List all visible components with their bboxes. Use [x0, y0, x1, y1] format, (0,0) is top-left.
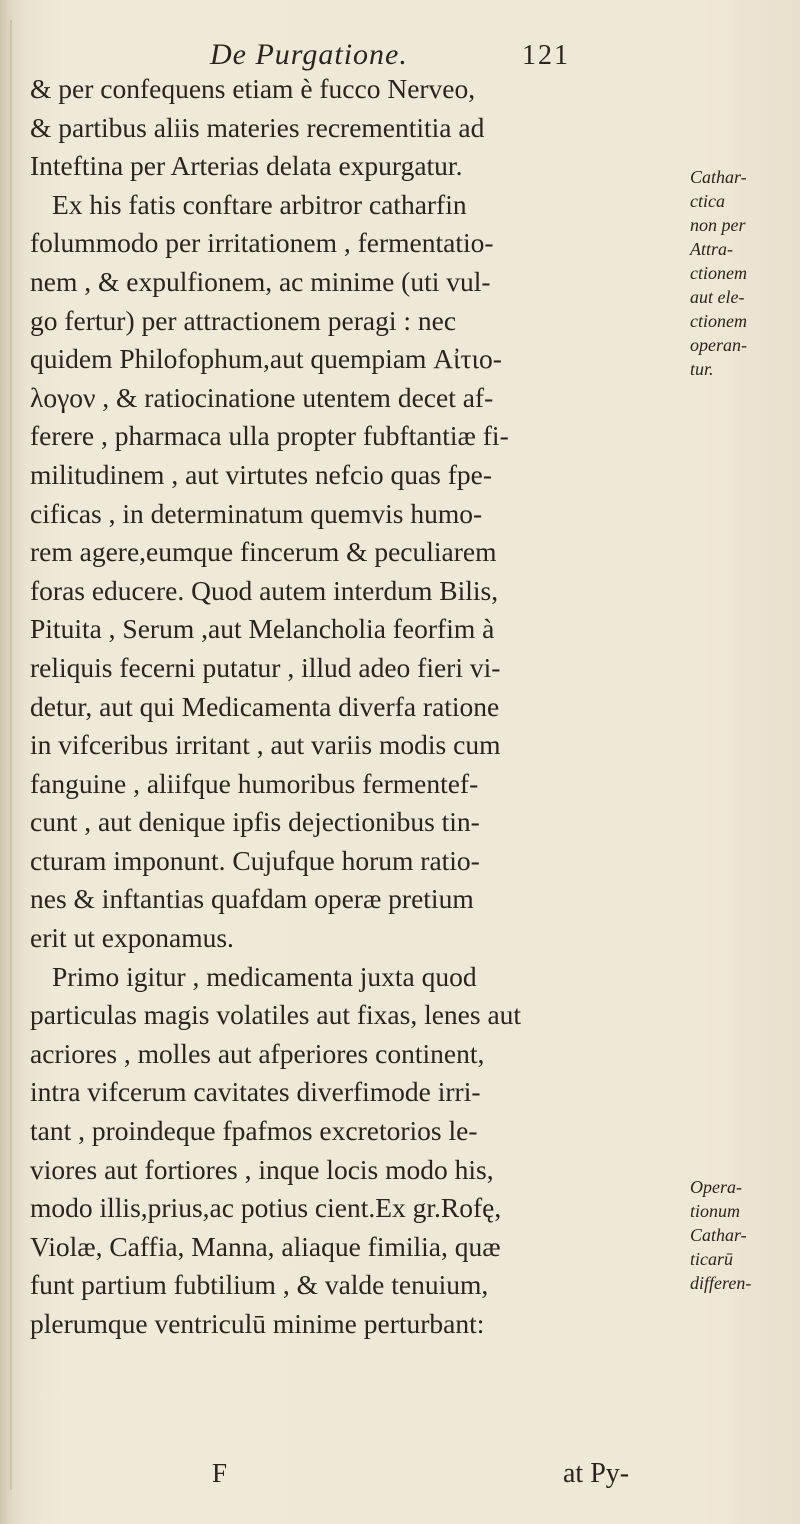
text-line: rem agere,eumque fincerum & peculiarem	[30, 536, 497, 568]
text-line: erit ut exponamus.	[30, 922, 234, 954]
margin-note-line: Opera-	[690, 1177, 742, 1197]
catchword: at Py-	[563, 1458, 630, 1489]
text-line: cturam imponunt. Cujufque horum ratio-	[30, 844, 480, 876]
text-line: funt partium fubtilium , & valde tenuium,	[30, 1269, 489, 1301]
page-footer	[0, 1458, 800, 1494]
text-line: plerumque ventriculū minime perturbant:	[30, 1308, 485, 1339]
text-line: Primo igitur , medicamenta juxta quod	[52, 960, 477, 992]
text-line: ferere , pharmaca ulla propter fubftantiæ fi-	[30, 420, 509, 452]
text-line: cificas , in determinatum quemvis humo-	[30, 497, 483, 529]
text-line: modo illis,prius,ac potius cient.Ex gr.Rofę,	[30, 1192, 502, 1224]
text-line: Ex his fatis conftare arbitror catharfin	[52, 188, 467, 220]
margin-note-line: aut ele-	[690, 287, 745, 307]
text-line: in vifceribus irritant , aut variis modis cum	[30, 729, 501, 761]
text-line: viores aut fortiores , inque locis modo his,	[30, 1153, 494, 1185]
margin-note-line: Cathar-	[690, 1225, 747, 1245]
text-line: nem , & expulfionem, ac minime (uti vul-	[30, 265, 491, 297]
running-title: De Purgatione.	[210, 38, 408, 71]
text-line: Violæ, Caffia, Manna, aliaque fimilia, quæ	[30, 1230, 501, 1262]
text-line: nes & inftantias quafdam operæ pretium	[30, 883, 474, 915]
text-line: reliquis fecerni putatur , illud adeo fieri vi-	[30, 651, 501, 683]
signature-mark: F	[212, 1458, 228, 1488]
margin-note-catharctica	[690, 165, 790, 381]
text-line: militudinem , aut virtutes nefcio quas fpe-	[30, 458, 493, 490]
margin-note-line: tur.	[690, 359, 714, 379]
margin-note-line: differen-	[690, 1273, 752, 1293]
margin-note-line: Cathar-	[690, 167, 747, 187]
margin-note-line: ticarū	[690, 1249, 733, 1269]
margin-note-line: ctica	[690, 191, 725, 211]
margin-note-line: ctionem	[690, 263, 747, 283]
text-line: λογον , & ratiocinatione utentem decet af-	[30, 381, 494, 413]
text-line: cunt , aut denique ipfis dejectionibus tin-	[30, 806, 480, 838]
text-line: tant , proindeque fpafmos excretorios le-	[30, 1115, 478, 1147]
text-line: go fertur) per attractionem peragi : nec	[30, 304, 457, 336]
margin-note-line: ctionem	[690, 311, 747, 331]
margin-note-operationum	[690, 1175, 790, 1295]
text-line: acriores , molles aut afperiores continent,	[30, 1037, 485, 1069]
text-line: & partibus aliis materies recrementitia ad	[30, 111, 485, 143]
text-line: folummodo per irritationem , fermentatio-	[30, 227, 494, 259]
text-line: Inteftina per Arterias delata expurgatur.	[30, 150, 463, 182]
text-line: foras educere. Quod autem interdum Bilis,	[30, 574, 499, 606]
main-text-block	[30, 70, 650, 1344]
page-number: 121	[522, 40, 570, 71]
text-line: quidem Philofophum,aut quempiam Αἰτιο-	[30, 343, 502, 375]
text-line: & per confequens etiam è fucco Nerveo,	[30, 73, 476, 104]
margin-note-line: operan-	[690, 335, 747, 355]
margin-note-line: non per	[690, 215, 746, 235]
gutter-shadow	[10, 20, 12, 1490]
text-line: particulas magis volatiles aut fixas, lenes aut	[30, 999, 522, 1031]
text-line: detur, aut qui Medicamenta diverfa ratione	[30, 690, 500, 722]
margin-note-line: tionum	[690, 1201, 741, 1221]
text-line: Pituita , Serum ,aut Melancholia feorfim à	[30, 613, 495, 645]
margin-note-line: Attra-	[690, 239, 733, 259]
text-line: fanguine , aliifque humoribus fermentef-	[30, 767, 479, 799]
text-line: intra vifcerum cavitates diverfimode irri-	[30, 1076, 481, 1108]
